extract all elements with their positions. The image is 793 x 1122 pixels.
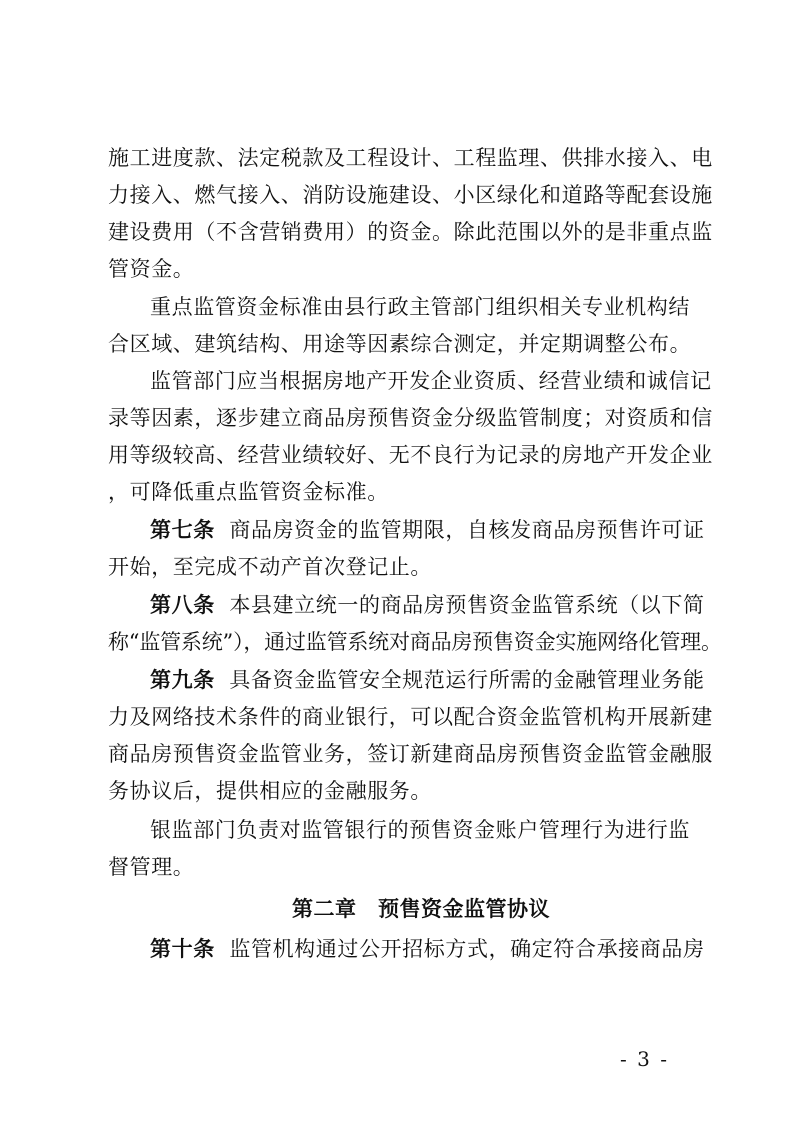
article-8-line-2: 称“监管系统”），通过监管系统对商品房预售资金实施网络化管理。 — [108, 630, 722, 654]
article-9-line-2: 力及网络技术条件的商业银行，可以配合资金监管机构开展新建 — [108, 705, 713, 729]
paragraph-line-2: 力接入、燃气接入、消防设施建设、小区绿化和道路等配套设施 — [108, 183, 713, 207]
article-8-label: 第八条 — [150, 593, 215, 617]
page-number: - 3 - — [620, 1047, 669, 1071]
article-9-text: 具备资金监管安全规范运行所需的金融管理业务能 — [229, 668, 705, 692]
paragraph-line-4: 管资金。 — [108, 257, 195, 281]
article-7-label: 第七条 — [150, 518, 215, 542]
chapter-heading: 第二章 预售资金监管协议 — [292, 897, 550, 921]
article-7-line-1 — [150, 515, 705, 545]
article-9-label: 第九条 — [150, 668, 215, 692]
article-9-line-3: 商品房预售资金监管业务，签订新建商品房预售资金监管金融服 — [108, 742, 713, 766]
paragraph-line-3: 建设费用（不含营销费用）的资金。除此范围以外的是非重点监 — [108, 220, 713, 244]
article-8-line-1 — [150, 590, 705, 620]
paragraph-line-7: 监管部门应当根据房地产开发企业资质、经营业绩和诚信记 — [150, 369, 712, 393]
article-7-text: 商品房资金的监管期限，自核发商品房预售许可证 — [229, 518, 705, 542]
paragraph-line-9: 用等级较高、经营业绩较好、无不良行为记录的房地产开发企业 — [108, 443, 713, 467]
article-8-text: 本县建立统一的商品房预售资金监管系统（以下简 — [229, 593, 705, 617]
paragraph-line-5: 重点监管资金标准由县行政主管部门组织相关专业机构结 — [150, 295, 690, 319]
article-10-line-1 — [150, 934, 705, 964]
article-7-line-2: 开始，至完成不动产首次登记止。 — [108, 555, 432, 579]
paragraph-line-1: 施工进度款、法定税款及工程设计、工程监理、供排水接入、电 — [108, 146, 713, 170]
article-9-line-4: 务协议后，提供相应的金融服务。 — [108, 779, 432, 803]
paragraph-line-20: 督管理。 — [108, 855, 195, 879]
article-10-text: 监管机构通过公开招标方式，确定符合承接商品房 — [229, 937, 705, 961]
paragraph-line-19: 银监部门负责对监管银行的预售资金账户管理行为进行监 — [150, 818, 690, 842]
article-9-line-1 — [150, 665, 705, 695]
paragraph-line-6: 合区域、建筑结构、用途等因素综合测定，并定期调整公布。 — [108, 332, 692, 356]
article-10-label: 第十条 — [150, 937, 215, 961]
paragraph-line-8: 录等因素，逐步建立商品房预售资金分级监管制度；对资质和信 — [108, 406, 713, 430]
paragraph-line-10: ，可降低重点监管资金标准。 — [108, 480, 389, 504]
